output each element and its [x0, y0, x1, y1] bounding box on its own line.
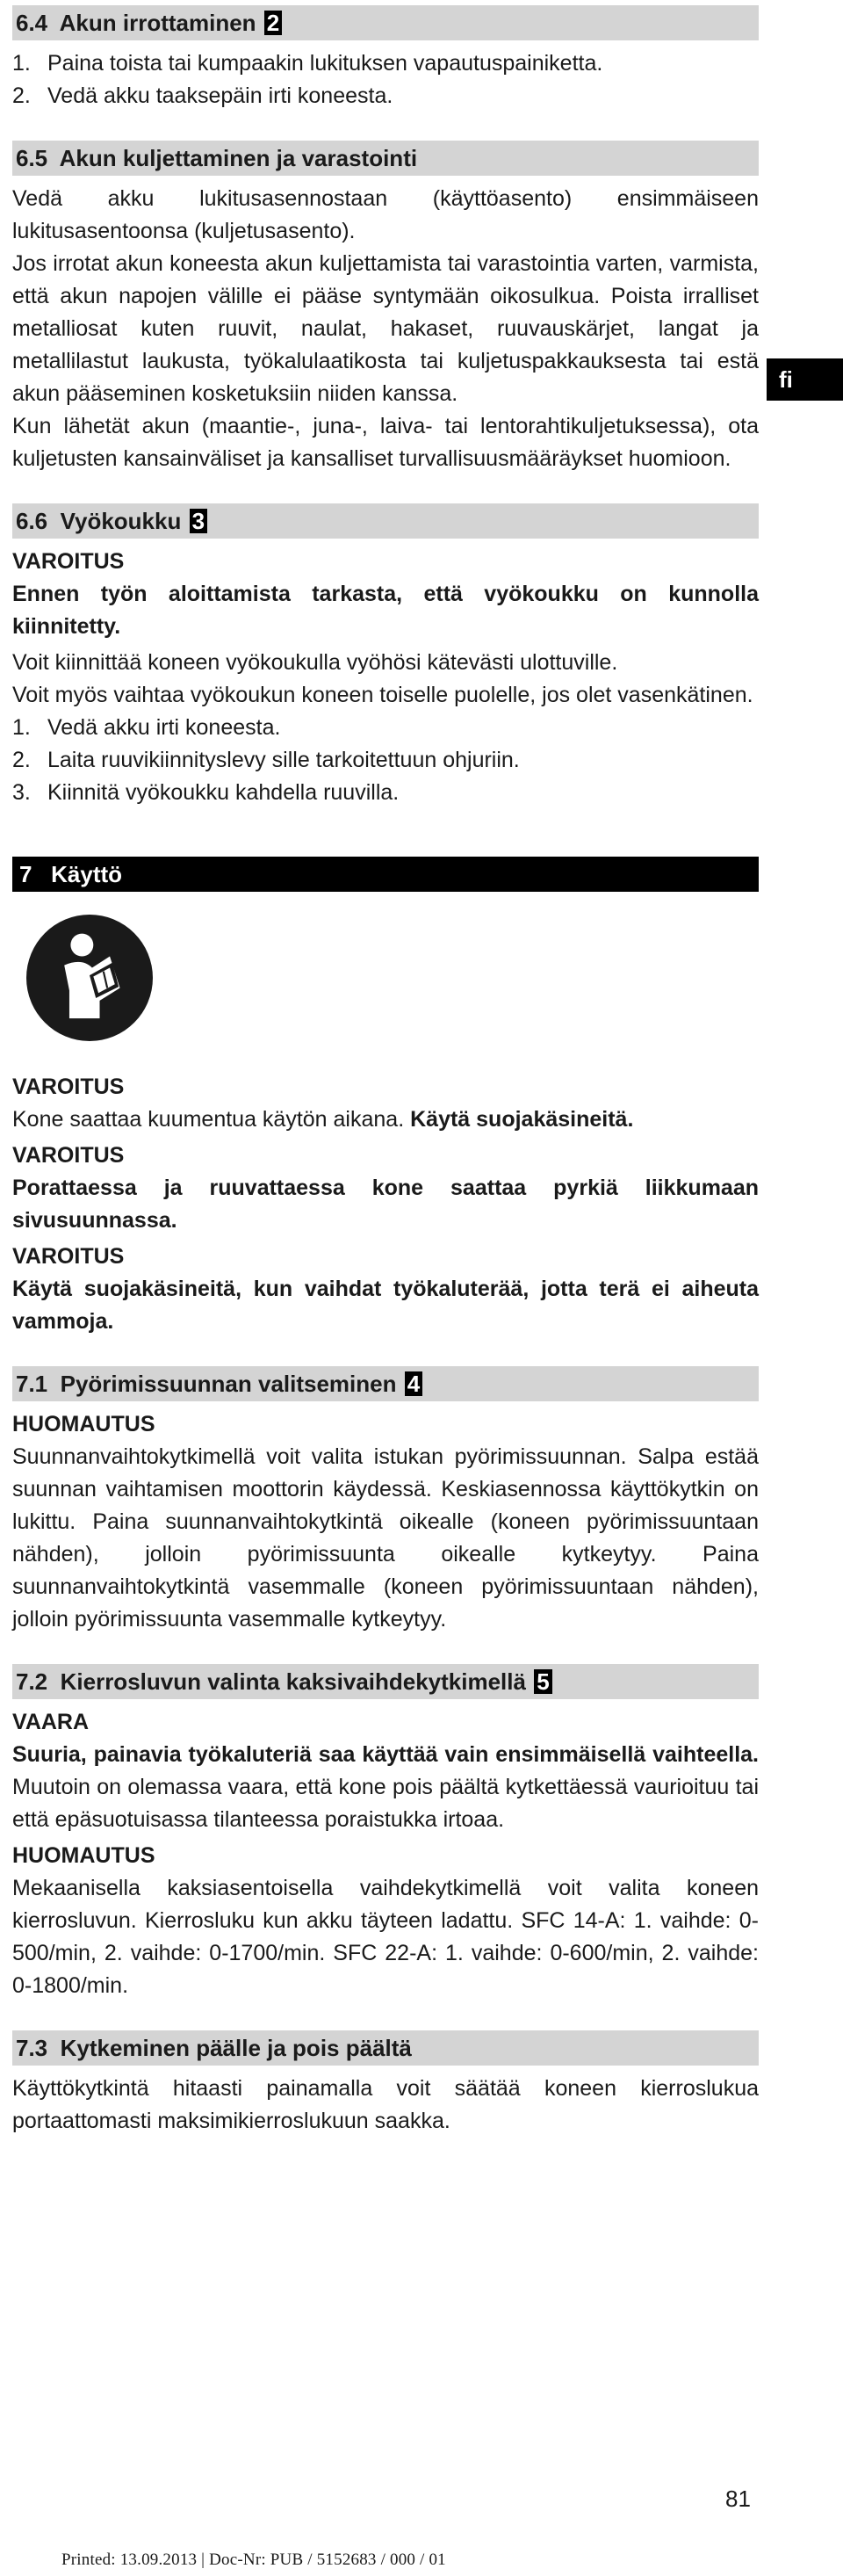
- section-title: Kierrosluvun valinta kaksivaihdekytkimellä: [60, 1668, 526, 1695]
- warning-text: Käytä suojakäsineitä, kun vaihdat työkaluterää, jotta terä ei aiheuta vammoja.: [12, 1277, 759, 1334]
- figure-ref: 3: [190, 509, 207, 533]
- section-title: Akun irrottaminen: [59, 10, 256, 36]
- warning-signal: VAROITUS: [12, 549, 125, 574]
- steps-list: [12, 712, 759, 809]
- paragraph: Käyttökytkintä hitaasti painamalla voit säätää koneen kierroslukua portaattomasti maksimikierroslukuun saakka.: [12, 2076, 759, 2133]
- danger-signal: VAARA: [12, 1710, 90, 1734]
- section-number: 6.4: [16, 10, 48, 36]
- section-title: Akun kuljettaminen ja varastointi: [59, 145, 418, 171]
- paragraph: Suunnanvaihtokytkimellä voit valita istukan pyörimissuunnan. Salpa estää suunnan vaihtamisen moottorin käydessä. Keskiasennossa käyttökytkin on lukittu. Paina suunnanvaihtokytkintä oikealle (koneen pyörimissuuntaan nähden), jolloin pyörimissuunta oikealle kytkeytyy. Paina suunnanvaihtokytkintä vasemmalle (koneen pyörimissuuntaan nähden), jolloin pyörimissuunta vasemmalle kytkeytyy.: [12, 1444, 759, 1632]
- steps-list: [12, 47, 759, 112]
- section-number: 7.1: [16, 1371, 48, 1397]
- paragraph: Kun lähetät akun (maantie-, juna-, laiva- tai lentorahtikuljetuksessa), ota kuljetusten kansainväliset ja kansalliset turvallisuusmääräykset huomioon.: [12, 414, 759, 471]
- warning-signal: VAROITUS: [12, 1075, 125, 1099]
- section-title: Käyttö: [51, 861, 123, 887]
- list-item: 2. Vedä akku taaksepäin irti koneesta.: [12, 83, 393, 108]
- figure-ref: 5: [534, 1669, 551, 1694]
- warning-text: Kone saattaa kuumentua käytön aikana. Käytä suojakäsineitä.: [12, 1107, 634, 1132]
- page-number: 81: [725, 2486, 751, 2512]
- figure-ref: 2: [264, 11, 282, 35]
- note-signal: HUOMAUTUS: [12, 1412, 155, 1436]
- section-heading-7-3: [12, 2030, 759, 2066]
- section-number: 6.5: [16, 145, 48, 171]
- section-number: 7.3: [16, 2035, 48, 2061]
- list-item: 2. Laita ruuvikiinnityslevy sille tarkoitettuun ohjuriin.: [12, 748, 520, 772]
- list-item: 1. Paina toista tai kumpaakin lukituksen vapautuspainiketta.: [12, 51, 603, 76]
- paragraph: Mekaanisella kaksiasentoisella vaihdekytkimellä voit valita koneen kierrosluvun. Kierrosluku kun akku täyteen ladattu. SFC 14-A: 1. vaihde: 0-500/min, 2. vaihde: 0-1700/min. SFC 22-A: 1. vaihde: 0-600/min, 2. vaihde: 0-1800/min.: [12, 1876, 759, 1998]
- warning-text: Ennen työn aloittamista tarkasta, että vyökoukku on kunnolla kiinnitetty.: [12, 582, 759, 639]
- section-number: 7: [19, 861, 32, 887]
- section-heading-7-1: [12, 1366, 759, 1401]
- list-item: 3. Kiinnitä vyökoukku kahdella ruuvilla.: [12, 780, 400, 805]
- content-column: [12, 5, 759, 2138]
- figure-ref: 4: [405, 1371, 422, 1396]
- language-tab: fi: [767, 358, 843, 401]
- section-heading-6-6: [12, 503, 759, 539]
- section-heading-7-2: [12, 1664, 759, 1699]
- section-title: Kytkeminen päälle ja pois päältä: [60, 2035, 412, 2061]
- section-heading-6-5: [12, 141, 759, 176]
- warning-signal: VAROITUS: [12, 1244, 125, 1269]
- section-heading-6-4: [12, 5, 759, 40]
- paragraph: Voit kiinnittää koneen vyökoukulla vyöhösi kätevästi ulottuville.: [12, 650, 618, 675]
- section-number: 7.2: [16, 1668, 48, 1695]
- section-number: 6.6: [16, 508, 48, 534]
- danger-text: Suuria, painavia työkaluteriä saa käyttää vain ensimmäisellä vaihteella. Muutoin on olemassa vaara, että kone pois päältä kytkettäessä vaurioituu tai että epäsuotuisassa tilanteessa poraistukka irtoaa.: [12, 1742, 759, 1832]
- paragraph: Vedä akku lukitusasennostaan (käyttöasento) ensimmäiseen lukitusasentoonsa (kuljetusasento).: [12, 186, 759, 243]
- section-title: Vyökoukku: [60, 508, 182, 534]
- list-item: 1. Vedä akku irti koneesta.: [12, 715, 281, 740]
- print-footer: Printed: 13.09.2013 | Doc-Nr: PUB / 5152683 / 000 / 01: [61, 2551, 446, 2569]
- chapter-heading-7: [12, 857, 759, 892]
- paragraph: Jos irrotat akun koneesta akun kuljettamista tai varastointia varten, varmista, että akun napojen välille ei pääse syntymään oikosulkua. Poista irralliset metalliosat kuten ruuvit, naulat, hakaset, ruuvauskärjet, langat ja metallilastut laukusta, työkalulaatikosta tai kuljetuspakkauksesta tai estä akun pääseminen kosketuksiin niiden kanssa.: [12, 251, 759, 406]
- warning-text: Porattaessa ja ruuvattaessa kone saattaa pyrkiä liikkumaan sivusuunnassa.: [12, 1176, 759, 1233]
- paragraph: Voit myös vaihtaa vyökoukun koneen toiselle puolelle, jos olet vasenkätinen.: [12, 683, 753, 707]
- read-manual-icon: [26, 915, 153, 1041]
- section-title: Pyörimissuunnan valitseminen: [60, 1371, 397, 1397]
- note-signal: HUOMAUTUS: [12, 1843, 155, 1868]
- warning-signal: VAROITUS: [12, 1143, 125, 1168]
